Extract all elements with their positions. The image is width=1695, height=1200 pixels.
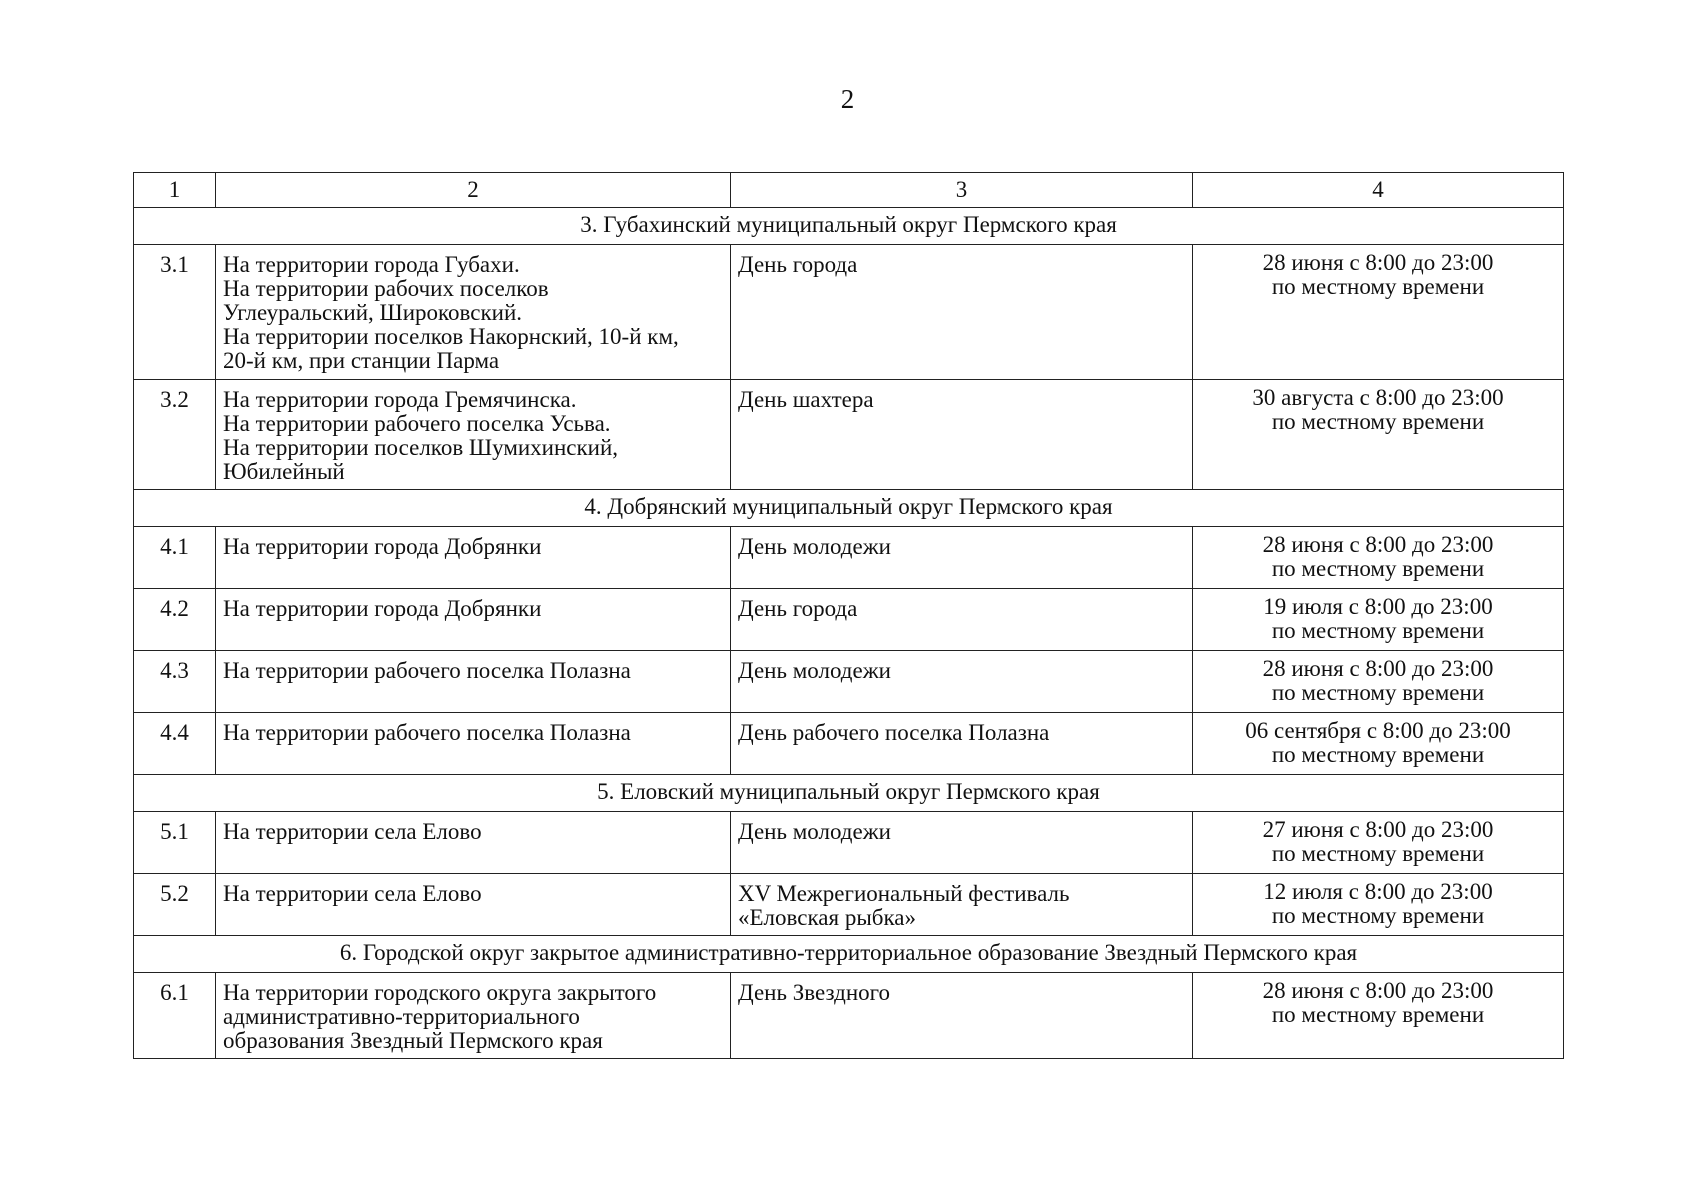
event-line: День молодежи (738, 534, 891, 559)
date-line: по местному времени (1271, 409, 1485, 434)
event-line: «Еловская рыбка» (738, 905, 917, 930)
table-row (134, 973, 1564, 1059)
event-line: День молодежи (738, 658, 891, 683)
event-cell (731, 380, 1193, 490)
event-line: День города (738, 596, 858, 621)
event-line: День шахтера (738, 387, 874, 412)
date-cell (1193, 874, 1564, 936)
date-line: по местному времени (1271, 618, 1485, 643)
row-number: 5.2 (134, 874, 216, 936)
table-header-row (134, 173, 1564, 208)
location-cell (216, 380, 731, 490)
page-number: 2 (840, 84, 855, 114)
location-line: административно-территориального (223, 1004, 580, 1029)
event-line: День города (738, 252, 858, 277)
location-line: На территории рабочих поселков (223, 276, 549, 301)
location-line: На территории рабочего поселка Полазна (223, 720, 631, 745)
date-cell (1193, 812, 1564, 874)
table-row (134, 812, 1564, 874)
date-cell (1193, 380, 1564, 490)
date-line: по местному времени (1271, 556, 1485, 581)
row-number: 3.2 (134, 380, 216, 490)
table-row (134, 651, 1564, 713)
location-line: Юбилейный (223, 459, 345, 484)
date-line: по местному времени (1271, 742, 1485, 767)
column-header: 2 (216, 173, 731, 208)
section-row (134, 208, 1564, 245)
event-cell (731, 874, 1193, 936)
date-line: по местному времени (1271, 274, 1485, 299)
location-cell (216, 527, 731, 589)
date-cell (1193, 973, 1564, 1059)
event-line: День рабочего поселка Полазна (738, 720, 1050, 745)
location-line: На территории города Гремячинска. (223, 387, 577, 412)
section-title: 4. Добрянский муниципальный округ Пермского края (134, 490, 1564, 527)
section-row (134, 936, 1564, 973)
row-number: 3.1 (134, 245, 216, 380)
event-cell (731, 713, 1193, 775)
location-cell (216, 713, 731, 775)
date-line: 28 июня с 8:00 до 23:00 (1262, 656, 1494, 681)
location-line: На территории рабочего поселка Полазна (223, 658, 631, 683)
table-row (134, 380, 1564, 490)
location-line: На территории городского округа закрытого (223, 980, 657, 1005)
location-cell (216, 589, 731, 651)
date-cell (1193, 589, 1564, 651)
event-line: День молодежи (738, 819, 891, 844)
row-number: 6.1 (134, 973, 216, 1059)
date-line: 30 августа с 8:00 до 23:00 (1252, 385, 1504, 410)
location-line: На территории села Елово (223, 819, 482, 844)
date-line: 28 июня с 8:00 до 23:00 (1262, 978, 1494, 1003)
date-line: 28 июня с 8:00 до 23:00 (1262, 250, 1494, 275)
location-line: На территории города Губахи. (223, 252, 520, 277)
row-number: 4.2 (134, 589, 216, 651)
location-line: На территории села Елово (223, 881, 482, 906)
event-cell (731, 245, 1193, 380)
section-title: 6. Городской округ закрытое административно-территориальное образование Звездный Пермского края (134, 936, 1564, 973)
location-cell (216, 812, 731, 874)
date-cell (1193, 245, 1564, 380)
date-cell (1193, 713, 1564, 775)
row-number: 5.1 (134, 812, 216, 874)
date-line: 27 июня с 8:00 до 23:00 (1262, 817, 1494, 842)
date-line: по местному времени (1271, 680, 1485, 705)
event-line: День Звездного (738, 980, 891, 1005)
location-line: На территории города Добрянки (223, 534, 542, 559)
section-row (134, 775, 1564, 812)
event-cell (731, 589, 1193, 651)
section-row (134, 490, 1564, 527)
column-header: 1 (134, 173, 216, 208)
table-row (134, 245, 1564, 380)
event-cell (731, 651, 1193, 713)
events-table (133, 172, 1564, 1059)
location-line: На территории поселков Накорнский, 10-й км, (223, 324, 679, 349)
section-title: 3. Губахинский муниципальный округ Пермского края (134, 208, 1564, 245)
event-cell (731, 812, 1193, 874)
location-cell (216, 874, 731, 936)
row-number: 4.4 (134, 713, 216, 775)
date-line: 06 сентября с 8:00 до 23:00 (1245, 718, 1511, 743)
location-line: На территории рабочего поселка Усьва. (223, 411, 611, 436)
date-line: по местному времени (1271, 903, 1485, 928)
date-line: 28 июня с 8:00 до 23:00 (1262, 532, 1494, 557)
location-line: На территории города Добрянки (223, 596, 542, 621)
location-line: образования Звездный Пермского края (223, 1028, 603, 1053)
row-number: 4.1 (134, 527, 216, 589)
date-line: по местному времени (1271, 1002, 1485, 1027)
row-number: 4.3 (134, 651, 216, 713)
date-line: 12 июля с 8:00 до 23:00 (1263, 879, 1493, 904)
table-row (134, 713, 1564, 775)
table-row (134, 874, 1564, 936)
location-cell (216, 245, 731, 380)
event-cell (731, 527, 1193, 589)
date-cell (1193, 527, 1564, 589)
date-line: 19 июля с 8:00 до 23:00 (1263, 594, 1493, 619)
event-cell (731, 973, 1193, 1059)
event-line: XV Межрегиональный фестиваль (738, 881, 1070, 906)
location-line: Углеуральский, Широковский. (223, 300, 523, 325)
location-cell (216, 651, 731, 713)
table-row (134, 589, 1564, 651)
section-title: 5. Еловский муниципальный округ Пермского края (134, 775, 1564, 812)
location-line: 20-й км, при станции Парма (223, 348, 500, 373)
location-line: На территории поселков Шумихинский, (223, 435, 619, 460)
column-header: 3 (731, 173, 1193, 208)
column-header: 4 (1193, 173, 1564, 208)
date-cell (1193, 651, 1564, 713)
date-line: по местному времени (1271, 841, 1485, 866)
table-row (134, 527, 1564, 589)
location-cell (216, 973, 731, 1059)
